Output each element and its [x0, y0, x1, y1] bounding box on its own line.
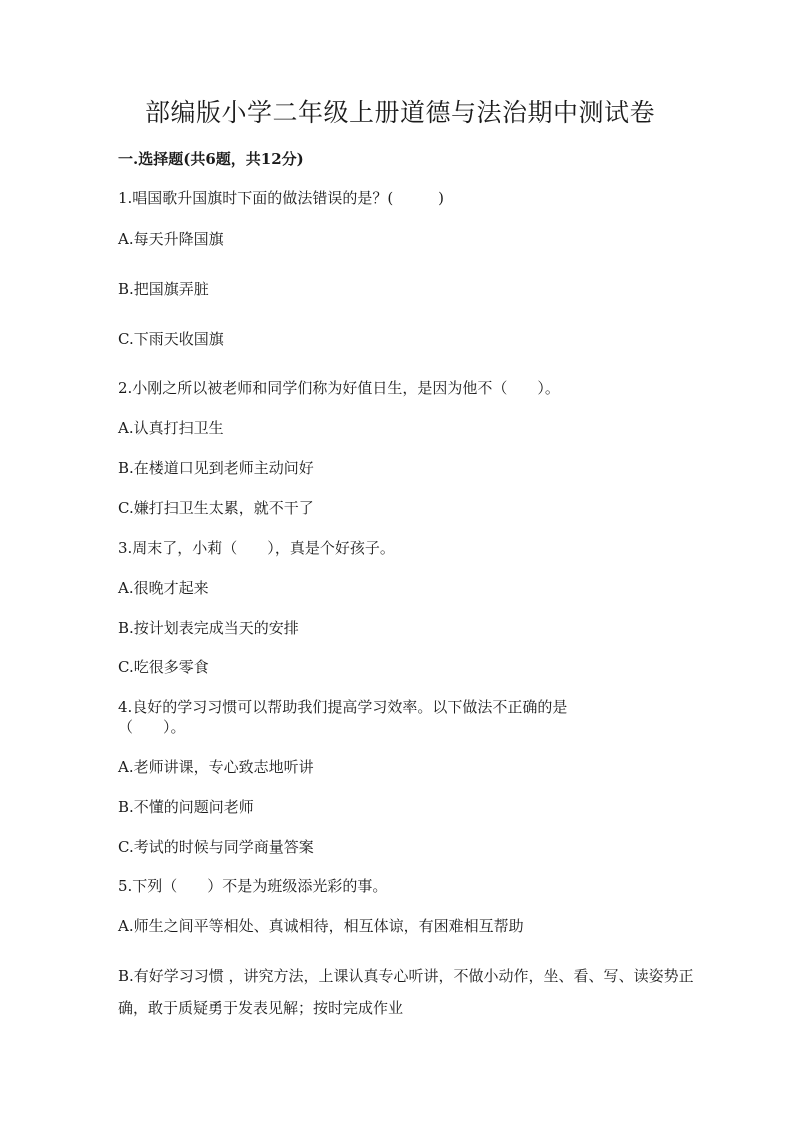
question-4-stem: 4.良好的学习习惯可以帮助我们提高学习效率。以下做法不正确的是: [118, 698, 568, 716]
question-5-stem: 5.下列（ ）不是为班级添光彩的事。: [118, 877, 388, 895]
question-1-option-c: C.下雨天收国旗: [118, 330, 224, 348]
question-3-option-a: A.很晚才起来: [118, 579, 209, 597]
question-2-option-b: B.在楼道口见到老师主动问好: [118, 459, 314, 477]
question-4-option-b: B.不懂的问题问老师: [118, 798, 254, 816]
section-heading: 一.选择题(共6题，共12分): [118, 150, 304, 168]
question-1-stem: 1.唱国歌升国旗时下面的做法错误的是？( ): [118, 189, 445, 207]
page-title: 部编版小学二年级上册道德与法治期中测试卷: [144, 98, 655, 127]
question-2-stem: 2.小刚之所以被老师和同学们称为好值日生，是因为他不（ ）。: [118, 379, 560, 397]
question-4-option-c: C.考试的时候与同学商量答案: [118, 838, 314, 856]
question-3-option-b: B.按计划表完成当天的安排: [118, 619, 299, 637]
question-4-stem-cont: （ ）。: [118, 718, 186, 736]
question-5-option-b: B.有好学习习惯 ，讲究方法，上课认真专心听讲，不做小动作，坐、看、写、读姿势正确，敢于质疑勇于发表见解；按时完成作业: [118, 967, 694, 1017]
question-3-stem: 3.周末了，小莉（ ），真是个好孩子。: [118, 539, 395, 557]
question-2-option-c: C.嫌打扫卫生太累，就不干了: [118, 499, 314, 517]
question-4-option-a: A.老师讲课，专心致志地听讲: [118, 758, 314, 776]
question-3-option-c: C.吃很多零食: [118, 658, 209, 676]
question-1-option-a: A.每天升降国旗: [118, 230, 224, 248]
question-2-option-a: A.认真打扫卫生: [118, 419, 224, 437]
question-1-option-b: B.把国旗弄脏: [118, 280, 209, 298]
question-5-option-a: A.师生之间平等相处、真诚相待，相互体谅，有困难相互帮助: [118, 917, 524, 935]
